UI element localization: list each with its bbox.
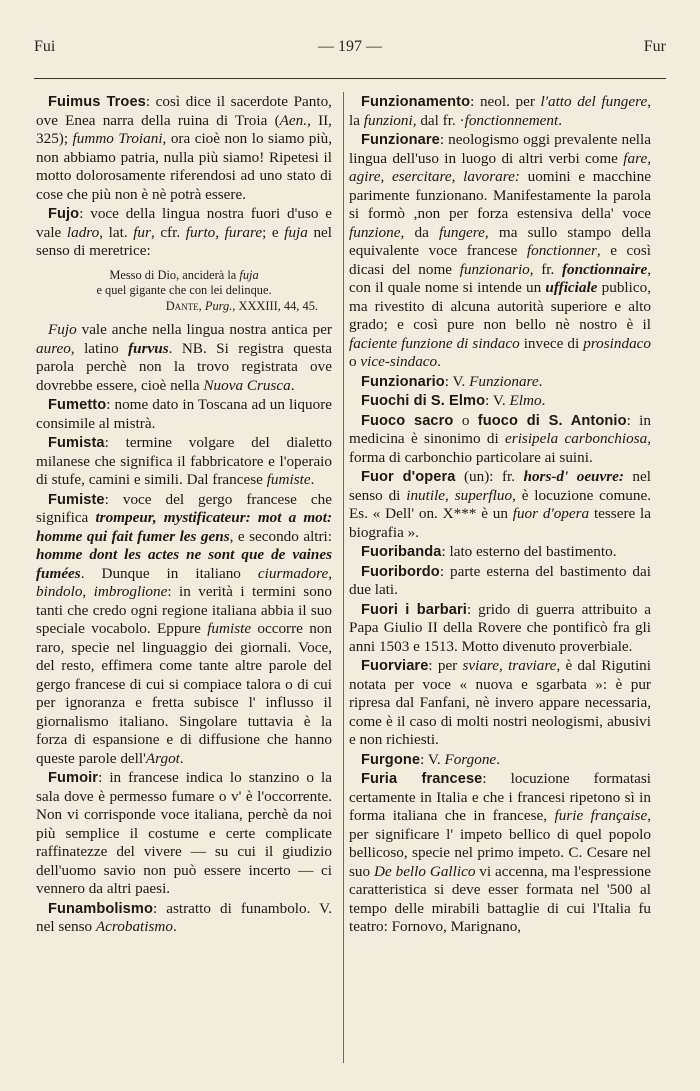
- header-right-guideword: Fur: [643, 38, 666, 55]
- quote-citation: Dante, Purg., XXXIII, 44, 45.: [165, 298, 318, 313]
- entry-fuoribanda: Fuoribanda: lato esterno del bastimento.: [361, 543, 617, 560]
- running-head: [34, 38, 666, 58]
- headword: Fuochi di S. Elmo: [361, 393, 486, 409]
- headword: Funambolismo: [48, 900, 153, 917]
- dante-quotation: [36, 268, 332, 315]
- headword: Fujo: [48, 206, 80, 222]
- entry-fuor-d-opera: Fuor d'opera (un): fr. hors-d' oeuvre: nel senso di inutile, superfluo, è locuzione comune. Es. « Dell' on. X*** è un fuor d'opera tessere la biografia ».: [349, 468, 652, 541]
- headword: Fuoribanda: [361, 544, 442, 560]
- entry-fuoco-sacro: Fuoco sacro o fuoco di S. Antonio: in medicina è sinonimo di erisipela carbonchiosa, forma di carbonchio particolare ai suini.: [349, 411, 651, 466]
- entry-fuochi-di-s-elmo: Fuochi di S. Elmo: V. Elmo.: [361, 392, 546, 409]
- headword: Fuorviare: [361, 658, 429, 674]
- entry-fumista: Fumista: termine volgare del dialetto milanese che significa il fabbricatore e l'operaio di stufe, camini e simili. Dal francese fumiste.: [36, 434, 332, 489]
- headword: Furia francese: [361, 771, 483, 787]
- page-number: — 197 —: [318, 38, 382, 55]
- entry-fumetto: Fumetto: nome dato in Toscana ad un liquore consimile al mistrà.: [36, 396, 332, 432]
- headword-variant: fuoco di S. Antonio: [477, 412, 627, 429]
- entry-funambolismo: Funambolismo: astratto di funambolo. V. nel senso Acrobatismo.: [36, 899, 332, 936]
- header-rule: [34, 78, 666, 79]
- entry-fuimus-troes: Fuimus Troes: così dice il sacerdote Panto, ove Enea narra della ruina di Troia (Aen., II, 325); fummo Troiani, ora cioè non lo siamo più, non abbiamo patria, nulla più siamo! Ripetesi il motto dolorosamente riferendosi ad uno stato di cose che più non è nè potrà essere.: [36, 93, 332, 203]
- column-divider: [343, 92, 344, 1063]
- entry-fujo: Fujo: voce della lingua nostra fuori d'uso e vale ladro, lat. fur, cfr. furto, furare; e fuja nel senso di meretrice:: [36, 205, 333, 259]
- headword: Funzionare: [361, 132, 440, 148]
- quote-line-1: Messo di Dio, anciderà la fuja: [109, 267, 259, 282]
- headword: Fumiste: [48, 491, 105, 508]
- entry-funzionamento: Funzionamento: neol. per l'atto del fungere, la funzioni, dal fr. ·fonctionnement.: [349, 93, 652, 129]
- headword: Furgone: [361, 751, 421, 768]
- entry-funzionare: Funzionare: neologismo oggi prevalente nella lingua dell'uso in luogo di altri verbi come fare, agire, esercitare, lavorare: uomini e macchine parimente funzionano. Manifestamente la parola si formò ,non per forza estensiva della' voce funzione, da fungere, ma sullo stampo della equivalente voce francese fonctionner, e così dicasi del nome funzionario, fr. fonctionnaire, con il quale nome si intende un ufficiale publico, ma rivestito di alcuna autorità superiore e alto grado; e così pure non bello nè nostro è il faciente funzione di sindaco invece di prosindaco o vice-sindaco.: [349, 131, 651, 370]
- headword: Fumoir: [48, 770, 99, 787]
- entry-fuori-i-barbari: Fuori i barbari: grido di guerra attribuito a Papa Giulio II della Rovere che pontificò fra gli anni 1503 e 1513. Motto divenuto proverbiale.: [349, 600, 651, 655]
- right-column: [349, 93, 651, 938]
- headword: Fumetto: [48, 397, 107, 414]
- headword: Funzionamento: [361, 94, 471, 110]
- headword: Fumista: [48, 435, 105, 452]
- headword: Fuoribordo: [361, 563, 440, 580]
- entry-furgone: Furgone: V. Forgone.: [361, 750, 500, 768]
- entry-fumoir: Fumoir: in francese indica lo stanzino o la sala dove è permesso fumare o v' è l'occorrente. Non vi corrisponde voce italiana, perchè da noi più semplice il costume e certe complicate raffinatezze del vivere — su cui il giudizio dell'uomo savio non può essere incerto — ci vennero da altri paesi.: [36, 769, 332, 898]
- headword: Funzionario: [361, 373, 445, 390]
- entry-fuoribordo: Fuoribordo: parte esterna del bastimento dai due lati.: [349, 562, 651, 598]
- entry-fumiste: Fumiste: voce del gergo francese che significa trompeur, mystificateur: mot a mot: homme qui fait fumer les gens, e secondo altri: homme dont les actes ne sont que de vaines fumées. Dunque in italiano ciurmadore, bindolo, imbroglione: in verità i termini sono tanti che credo ogni regione italiana abbia il suo speciale vocabolo. Eppure fumiste occorre non raro, specie nel linguaggio dei giornali. Voce, del resto, effimera come tante altre parole del gergo francese di cui si compiace talora o di cui per ignoranza e fretta subisce l' influsso il giornalismo italiano. Singolare tuttavia è la forza di espansione e di diffusione che hanno queste parole dell'Argot.: [36, 490, 333, 767]
- headword: Fuoco sacro: [361, 412, 454, 429]
- headword: Fuimus Troes: [48, 94, 146, 110]
- entry-funzionario: Funzionario: V. Funzionare.: [361, 372, 543, 390]
- header-left-guideword: Fui: [34, 38, 56, 55]
- headword: Fuor d'opera: [361, 469, 456, 485]
- entry-fujo-continued: Fujo vale anche nella lingua nostra antica per aureo, latino furvus. NB. Si registra questa parola perchè non la trovo registrata ove dovrebbe essere, cioè nella Nuova Crusca.: [36, 321, 332, 394]
- headword: Fuori i barbari: [361, 601, 467, 618]
- quote-line-2: e quel gigante che con lei delinque.: [96, 283, 272, 298]
- left-column: [36, 93, 332, 938]
- entry-fuorviare: Fuorviare: per sviare, traviare, è dal Rigutini notata per voce « nuova e sgarbata »: è pur ripresa dal Fanfani, nè invero appare necessaria, come è il caso di molti nostri neologismi, abusivi e non richiesti.: [349, 657, 651, 748]
- entry-furia-francese: Furia francese: locuzione formatasi certamente in Italia e che i francesi ripetono sì in forma italiana che in francese, furie française, per significare l' impeto bellico di quel popolo bellicoso, specie nel primo impeto. C. Cesare nel suo De bello Gallico vi accenna, ma l'espressione caratteristica si deve esser formata nel '500 al tempo delle mirabili battaglie di cui l'Italia fu teatro: Fornovo, Marignano,: [349, 770, 652, 935]
